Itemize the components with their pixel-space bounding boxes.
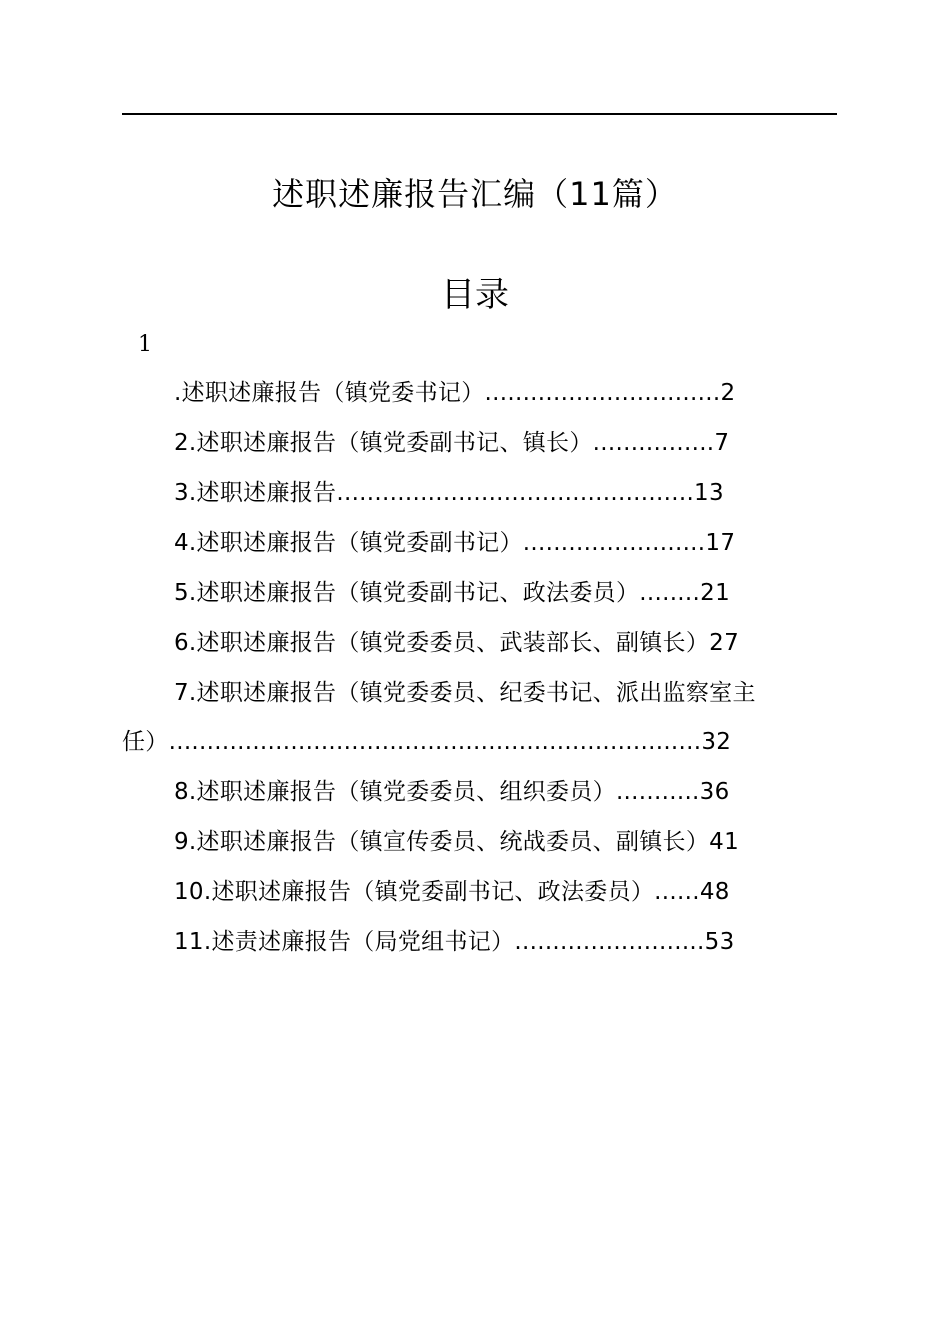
document-title: 述职述廉报告汇编（11篇） [272,175,678,213]
toc-entry-3[interactable]: 3.述职述廉报告...............................................13 [174,480,724,506]
list-number-marker: 1 [138,332,152,357]
toc-entry-1[interactable]: .述职述廉报告（镇党委书记）...............................2 [174,380,736,406]
toc-entry-8[interactable]: 8.述职述廉报告（镇党委委员、组织委员）...........36 [174,779,730,805]
toc-heading: 目录 [441,275,509,315]
header-rule [122,113,837,115]
toc-entry-11[interactable]: 11.述责述廉报告（局党组书记）.........................53 [174,929,735,955]
toc-entry-10[interactable]: 10.述职述廉报告（镇党委副书记、政法委员）......48 [174,879,730,905]
toc-entry-4[interactable]: 4.述职述廉报告（镇党委副书记）........................17 [174,530,736,556]
toc-entry-7[interactable]: 7.述职述廉报告（镇党委委员、纪委书记、派出监察室主 [174,680,756,706]
toc-entry-7-continued[interactable]: 任）......................................................................32 [122,729,732,755]
toc-entry-6[interactable]: 6.述职述廉报告（镇党委委员、武装部长、副镇长）27 [174,630,740,656]
toc-entry-2[interactable]: 2.述职述廉报告（镇党委副书记、镇长）................7 [174,430,730,456]
toc-entry-5[interactable]: 5.述职述廉报告（镇党委副书记、政法委员）........21 [174,580,730,606]
toc-entry-9[interactable]: 9.述职述廉报告（镇宣传委员、统战委员、副镇长）41 [174,829,740,855]
